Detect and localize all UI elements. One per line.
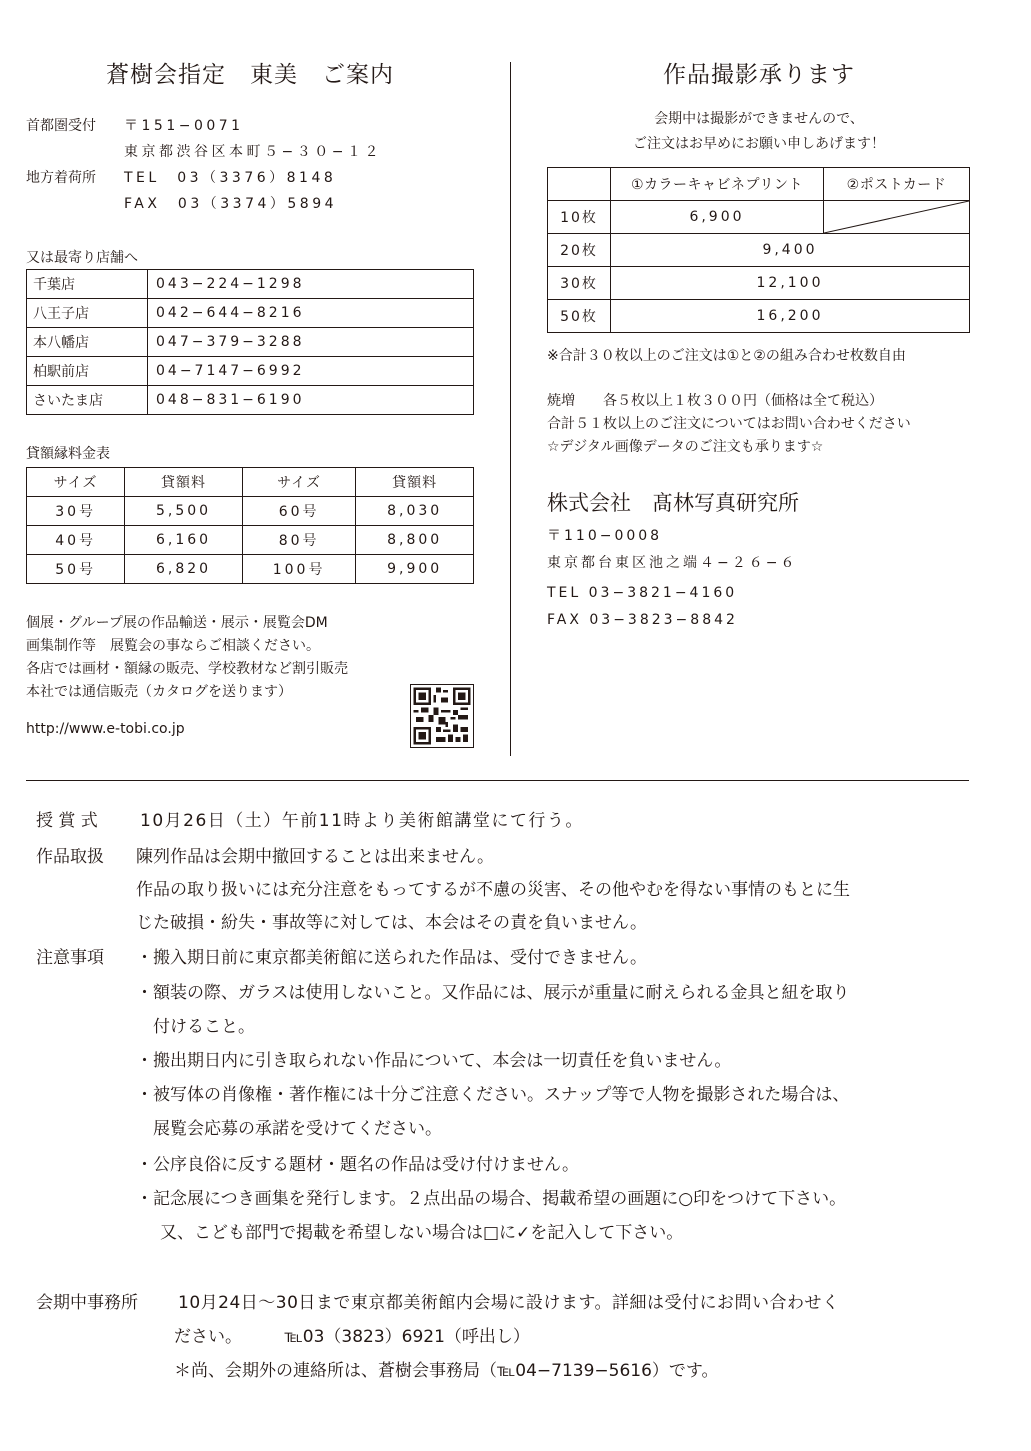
- price-cell: 16,200: [611, 300, 970, 333]
- store-name: 本八幡店: [27, 328, 148, 357]
- reception-label: [26, 139, 124, 165]
- office-line: ＊尚、会期外の連絡所は、蒼樹会事務局（℡04−7139−5616）です。: [174, 1361, 719, 1381]
- table-header-row: [27, 468, 474, 497]
- extra-line: ☆デジタル画像データのご注文も承ります☆: [547, 439, 824, 455]
- store-phone: 047−379−3288: [148, 328, 474, 357]
- table-cell: 6,160: [125, 526, 243, 555]
- notes-label: 注意事項: [36, 948, 104, 968]
- website-link[interactable]: http://www.e-tobi.co.jp: [26, 721, 185, 737]
- table-cell: 8,030: [356, 497, 474, 526]
- table-row: [27, 357, 474, 386]
- column-header: サイズ: [27, 468, 125, 497]
- column-header: ②ポストカード: [824, 168, 970, 201]
- store-phone: 048−831−6190: [148, 386, 474, 415]
- reception-label: 地方着荷所: [26, 170, 96, 186]
- column-header: 貸額料: [125, 468, 243, 497]
- stores-table: [26, 269, 474, 415]
- note-line: ・搬入期日前に東京都美術館に送られた作品は、受付できません。: [136, 948, 648, 968]
- right-title: 作品撮影承ります: [663, 62, 855, 88]
- award-text: 10月26日（土）午前11時より美術館講堂にて行う。: [140, 811, 584, 831]
- frames-table: [26, 467, 474, 584]
- table-cell: 40号: [27, 526, 125, 555]
- reception-label: [26, 191, 124, 217]
- contact-line: TEL 03−3821−4160: [547, 585, 738, 601]
- right-column: [547, 56, 971, 634]
- office-label: 会期中事務所: [36, 1293, 138, 1313]
- table-cell: 60号: [242, 497, 356, 526]
- table-cell: 100号: [242, 555, 356, 584]
- store-phone: 043−224−1298: [148, 270, 474, 299]
- count-cell: 10枚: [548, 201, 611, 234]
- services-block: [26, 612, 474, 704]
- address-line: 〒110−0008: [547, 528, 663, 544]
- table-row: [27, 386, 474, 415]
- handling-line: 陳列作品は会期中撤回することは出来ません。: [136, 847, 495, 867]
- price-cell: 9,400: [611, 234, 970, 267]
- handling-line: 作品の取り扱いには充分注意をもってするが不慮の災害、その他やむを得ない事情のもとに生: [136, 880, 850, 900]
- note-line: 展覧会応募の承諾を受けてください。: [153, 1119, 442, 1139]
- note-line: ・記念展につき画集を発行します。２点出品の場合、掲載希望の画題に○印をつけて下さい。: [136, 1189, 847, 1209]
- note-line: 又、こども部門で掲載を希望しない場合は□に✓を記入して下さい。: [160, 1223, 684, 1243]
- count-cell: 20枚: [548, 234, 611, 267]
- price-cell: 6,900: [611, 201, 824, 234]
- office-line: ださい。 ℡03（3823）6921（呼出し）: [174, 1327, 530, 1347]
- left-title: 蒼樹会指定 東美 ご案内: [106, 62, 394, 88]
- store-name: 柏駅前店: [27, 357, 148, 386]
- photo-price-table: [547, 167, 970, 333]
- extra-line: 焼増 各５枚以上１枚３００円（価格は全て税込）: [547, 393, 883, 409]
- table-row: [548, 300, 970, 333]
- stores-caption: 又は最寄り店舗へ: [26, 250, 138, 266]
- store-name: さいたま店: [27, 386, 148, 415]
- note-line: ・額装の際、ガラスは使用しないこと。又作品には、展示が重量に耐えられる金具と紐を取り: [136, 983, 850, 1003]
- column-header: 貸額料: [356, 468, 474, 497]
- qr-code-icon: [410, 684, 474, 748]
- service-line: 各店では画材・額縁の販売、学校教材など割引販売: [26, 661, 348, 677]
- table-row: [27, 328, 474, 357]
- handling-line: じた破損・紛失・事故等に対しては、本会はその責を負いません。: [136, 913, 648, 933]
- table-cell: 8,800: [356, 526, 474, 555]
- service-line: 画集制作等 展覧会の事ならご相談ください。: [26, 638, 320, 654]
- store-name: 千葉店: [27, 270, 148, 299]
- table-cell: 30号: [27, 497, 125, 526]
- company-name: 株式会社 髙林写真研究所: [547, 491, 799, 515]
- vertical-divider: [510, 62, 511, 756]
- column-header: ①カラーキャビネプリント: [611, 168, 824, 201]
- table-row: [27, 497, 474, 526]
- reception-row: [26, 165, 474, 191]
- frames-caption: 貸額縁料金表: [26, 446, 110, 462]
- service-line: 個展・グループ展の作品輸送・展示・展覧会DM: [26, 615, 328, 631]
- reception-value: TEL 03（3376）8148: [124, 170, 337, 186]
- horizontal-divider: [26, 780, 969, 781]
- service-line: 本社では通信販売（カタログを送ります）: [26, 684, 292, 700]
- company-address: [547, 523, 971, 634]
- diagonal-slash: [824, 201, 969, 233]
- column-header: [548, 168, 611, 201]
- table-cell: 50号: [27, 555, 125, 584]
- table-row: [548, 234, 970, 267]
- contact-line: FAX 03−3823−8842: [547, 612, 738, 628]
- photo-intro: [547, 107, 971, 157]
- reception-row: [26, 139, 474, 165]
- reception-label: 首都圏受付: [26, 118, 96, 134]
- handling-label: 作品取扱: [36, 847, 104, 867]
- table-row: [27, 299, 474, 328]
- table-cell: 9,900: [356, 555, 474, 584]
- count-cell: 30枚: [548, 267, 611, 300]
- note-line: ・搬出期日内に引き取られない作品について、本会は一切責任を負いません。: [136, 1051, 732, 1071]
- reception-value: 東京都渋谷区本町５−３０−１２: [124, 144, 382, 160]
- table-row: [548, 267, 970, 300]
- na-cell: [824, 201, 970, 234]
- store-name: 八王子店: [27, 299, 148, 328]
- reception-row: [26, 113, 474, 139]
- store-phone: 04−7147−6992: [148, 357, 474, 386]
- price-note: ※合計３０枚以上のご注文は①と②の組み合わせ枚数自由: [547, 348, 906, 364]
- intro-line: ご注文はお早めにお願い申しあげます！: [633, 136, 885, 152]
- intro-line: 会期中は撮影ができませんので、: [654, 111, 864, 127]
- office-line: 10月24日〜30日まで東京都美術館内会場に設けます。詳細は受付にお問い合わせく: [178, 1293, 840, 1313]
- note-line: 付けること。: [153, 1017, 255, 1037]
- table-row: [548, 201, 970, 234]
- table-row: [27, 526, 474, 555]
- left-column: [26, 56, 474, 741]
- table-header-row: [548, 168, 970, 201]
- reception-row: [26, 191, 474, 217]
- address-line: 東京都台東区池之端４−２６−６: [547, 555, 798, 571]
- note-line: ・被写体の肖像権・著作権には十分ご注意ください。スナップ等で人物を撮影された場合は、: [136, 1085, 850, 1105]
- reception-value: FAX 03（3374）5894: [124, 196, 338, 212]
- table-row: [27, 555, 474, 584]
- table-cell: 80号: [242, 526, 356, 555]
- column-header: サイズ: [242, 468, 356, 497]
- store-phone: 042−644−8216: [148, 299, 474, 328]
- reception-info: [26, 113, 474, 217]
- note-line: ・公序良俗に反する題材・題名の作品は受け付けません。: [136, 1155, 580, 1175]
- reception-value: 〒151−0071: [124, 118, 244, 134]
- count-cell: 50枚: [548, 300, 611, 333]
- table-row: [27, 270, 474, 299]
- price-cell: 12,100: [611, 267, 970, 300]
- award-label: 授 賞 式: [36, 811, 98, 831]
- extra-line: 合計５１枚以上のご注文についてはお問い合わせください: [547, 416, 911, 432]
- extras-block: [547, 390, 971, 459]
- table-cell: 6,820: [125, 555, 243, 584]
- table-cell: 5,500: [125, 497, 243, 526]
